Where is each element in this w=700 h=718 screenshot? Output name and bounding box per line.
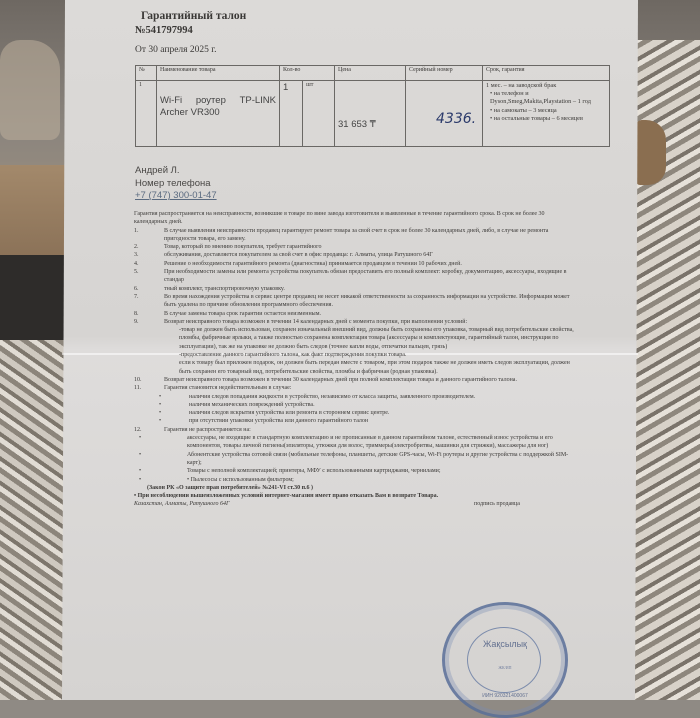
item11-bullet: • наличия механических повреждений устройства. <box>159 401 315 408</box>
item9-condition: если к товару был приложен подарок, он должен быть передан вместе с товаром, при этом подарок также не должен иметь следов эксплуатации, должен быть сохранен его товарный вид, потребительские свойства, пломбы и фабричная (родная упаковка). <box>179 360 570 375</box>
item-number: 9. <box>134 318 139 325</box>
item12-bullet: • аксессуары, не входящие в стандартную комплектацию и не прописанные в данном гарантийном талоне, естественный износ устройства и его компонентов, товары личной гигиены(эпиляторы, утюжки для волос, триммеры(электробритвы, машинки для стрижки), массажеры для ног) <box>139 435 553 450</box>
item-number: 12. <box>134 426 142 433</box>
item-text: Возврат неисправного товара возможен в течении 14 календарных дней с момента покупки, при выполнении условий: <box>164 318 468 325</box>
item-text: В случае выявления неисправности продавец гарантирует ремонт товара за свой счет в срок не более 30 календарных дней, либо, в случае не ремонта пригодности товара, его замену. <box>164 227 549 242</box>
term-line: 1 мес. – на заводской брак <box>486 82 557 89</box>
item-text: Решение о необходимости гарантийного ремонта (диагностика) принимается продавцом в течении 10 рабочих дней. <box>164 260 462 267</box>
terms-item-8 <box>134 310 574 318</box>
terms-item-7 <box>134 293 574 310</box>
terms-item-3 <box>134 251 574 259</box>
item-number: 1. <box>134 227 139 234</box>
terms-intro: Гарантия распространяется на неисправности, возникшие в товаре по вине завода изготовителя и выявленные в течение гарантийного срока. В срок не более 30 календарных дней. <box>134 211 545 226</box>
term-line: • на самокаты – 3 месяца <box>490 106 557 114</box>
terms-item-12 <box>134 426 574 434</box>
col-qty: Кол-во <box>280 66 335 81</box>
product-table <box>135 65 610 147</box>
bullet-text: Абонентские устройства сотовой связи (мобильные телефоны, планшеты, детские GPS-часы, Wi-Fi роутеры и другие устройства с поддержкой SIM-карт); <box>187 451 569 466</box>
item-number: 6. <box>134 285 139 292</box>
col-serial: Серийный номер <box>406 66 483 81</box>
stamp-id: ИИН 920321400067 <box>482 693 528 699</box>
warranty-term <box>483 81 610 147</box>
terms-item-4 <box>134 260 574 268</box>
contact-name: Андрей Л. <box>135 165 180 176</box>
serial-number-handwritten: 4336. <box>406 81 483 147</box>
refusal-note: • При несоблюдении вышеизложенных условий интернет-магазин имеет право отказать Вам в возврате Товара. <box>134 493 439 500</box>
item9-condition: -товар не должен быть использован, сохранен изначальный внешний вид, должны быть сохранены его упаковка, товарный вид потребительские свойства, пломбы, фабричные ярлыки, а также полностью сохранена комплектация товара (аксессуары и комплектующие, гарантийный талон, инструкция по эксплуатации), так же на упаковке не должно быть следов (точнее капли воды, отпечатки пальцев, грязь) <box>179 327 574 350</box>
terms-item-6 <box>134 285 574 293</box>
seller-stamp <box>442 602 568 718</box>
warranty-terms <box>134 210 574 509</box>
phone-number-link[interactable]: +7 (747) 300-01-47 <box>135 190 217 201</box>
bullet-text: • Пылесосы с использованным фильтром; <box>187 476 294 483</box>
item-number: 5. <box>134 269 139 276</box>
bullet-text: наличия следов попадания жидкости в устройство, независимо от класса защиты, заявленного производителем. <box>189 393 476 400</box>
item9-condition: -предоставление данного гарантийного талона, как факт подтверждения покупки товара. <box>179 352 407 359</box>
document-title: Гарантийный талон <box>141 10 247 22</box>
warranty-number: №541797994 <box>135 25 193 36</box>
terms-item-2 <box>134 243 574 251</box>
bullet-text: наличия следов вскрытия устройства или ремонта в стороннем сервис центре. <box>189 410 390 417</box>
item12-bullet: • Товары с неполной комплектацией; принтеры, МФУ с использованными картриджами, чернилами; <box>139 468 441 475</box>
col-price: Цена <box>335 66 406 81</box>
item-text: Товар, который по мнению покупателя, требует гарантийного <box>164 244 322 251</box>
item-text: Возврат неисправного товара возможен в течении 30 календарных дней при полной комплектации товара и данного гарантийного талона. <box>164 376 517 383</box>
item-number: 3. <box>134 252 139 259</box>
col-product: Наименование товара <box>157 66 280 81</box>
bullet-text: аксессуары, не входящие в стандартную комплектацию и не прописанные в данном гарантийном талоне, естественный износ устройства и его компонентов, товары личной гигиены(эпиляторы, утюжки для волос, триммеры(электробритвы, машинки для стрижки), массажеры для ног) <box>187 435 553 450</box>
item-text: тный комплект, транспортировочную упаковку. <box>164 285 285 292</box>
term-line: • на телефон и Dyson,Smeg,Makita,Playstation – 1 год <box>490 90 591 106</box>
item-text: Гарантия становится недействительным в случае: <box>164 385 292 392</box>
product-price: 31 653 ₸ <box>335 81 406 147</box>
item-text: В случае замены товара срок гарантии остается неизменным. <box>164 310 322 317</box>
bullet-text: при отсутствии упаковки устройства или данного гарантийного талон <box>189 418 369 425</box>
bullet-text: наличия механических повреждений устройства. <box>189 401 315 408</box>
phone-label: Номер телефона <box>135 177 211 189</box>
footer-line <box>134 500 574 509</box>
product-unit: шт <box>303 81 335 147</box>
item-number: 8. <box>134 310 139 317</box>
terms-item-11 <box>134 384 574 392</box>
stamp-name: Жақсылық <box>483 639 527 649</box>
seller-address: Казахстан, Алматы, Ратушного 64Г <box>134 501 230 508</box>
item11-bullet: • наличия следов попадания жидкости в устройство, независимо от класса защиты, заявленного производителем. <box>159 393 476 400</box>
item-number: 10. <box>134 376 142 383</box>
table-row <box>136 81 610 147</box>
item-text: Гарантия не распространяется на: <box>164 426 251 433</box>
item11-bullet: • при отсутствии упаковки устройства или данного гарантийного талон <box>159 418 369 425</box>
item-number: 4. <box>134 260 139 267</box>
bullet-text: Товары с неполной комплектацией; принтеры, МФУ с использованными картриджами, чернилами; <box>187 468 441 475</box>
item-number: 11. <box>134 385 142 392</box>
item11-bullet: • наличия следов вскрытия устройства или ремонта в стороннем сервис центре. <box>159 410 390 417</box>
terms-item-1 <box>134 227 574 244</box>
seller-signature-label: подпись продавца <box>474 501 520 508</box>
terms-item-9 <box>134 318 574 326</box>
item-text: При необходимости замены или ремонта устройства покупатель обязан предоставить его полный комплект: коробку, документацию, аксессуары, входящие в стандар <box>164 269 567 284</box>
item-number: 7. <box>134 293 139 300</box>
item12-bullet: • • Пылесосы с использованным фильтром; <box>139 476 294 483</box>
product-name: Wi-Fi роутер TP-LINK Archer VR300 <box>157 81 280 147</box>
law-reference: (Закон РК «О защите прав потребителей» №241-VI ст.30 п.6 ) <box>147 484 314 491</box>
contact-block <box>135 165 217 203</box>
product-qty: 1 <box>280 81 303 147</box>
col-number: № <box>136 66 157 81</box>
item12-bullet: • Абонентские устройства сотовой связи (мобильные телефоны, планшеты, детские GPS-часы, Wi-Fi роутеры и другие устройства с поддержкой SIM-карт); <box>139 451 569 466</box>
item-text: обслуживания, доставляется покупателем за свой счет в офис продавца: г. Алматы, улица Ратушного 64Г <box>164 252 433 259</box>
terms-item-5 <box>134 268 574 285</box>
item-number: 2. <box>134 244 139 251</box>
stamp-subtitle: ЖК/ИП <box>498 665 512 670</box>
stamp-inner-ring <box>467 627 541 693</box>
warranty-date: От 30 апреля 2025 г. <box>135 45 217 55</box>
col-term: Срок, гарантия <box>483 66 610 81</box>
row-number: 1 <box>136 81 157 147</box>
item-text: Во время нахождения устройства в сервис центре продавец не несет никакой ответственности за сохранность информации на устройстве. Информация может быть удалена по причине обновления программного обеспечения. <box>164 293 570 309</box>
terms-item-10 <box>134 376 574 384</box>
term-line: • на остальные товары – 6 месяцев <box>490 114 583 122</box>
table-header-row <box>136 66 610 81</box>
